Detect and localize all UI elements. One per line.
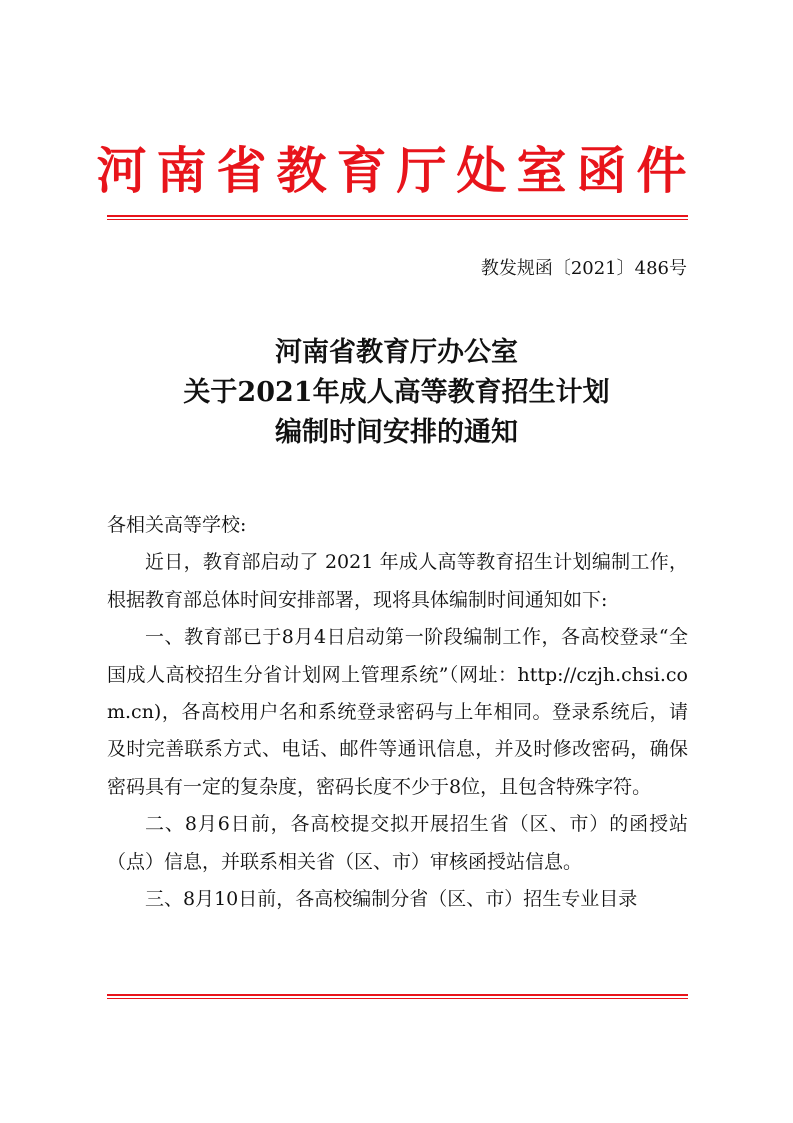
notice-title-line-3: 编制时间安排的通知 — [275, 417, 518, 448]
letterhead-divider-top — [107, 215, 688, 220]
salutation: 各相关高等学校: — [107, 514, 247, 536]
body-paragraph-item-2: 二、8月6日前，各高校提交拟开展招生省（区、市）的函授站（点）信息，并联系相关省（区、市）审核函授站信息。 — [107, 813, 688, 873]
notice-body — [107, 507, 688, 918]
letterhead-title: 河南省教育厅处室函件 — [96, 141, 697, 200]
notice-title — [0, 333, 793, 453]
body-paragraph-intro: 近日，教育部启动了 2021 年成人高等教育招生计划编制工作，根据教育部总体时间安排部署，现将具体编制时间通知如下: — [107, 551, 688, 611]
document-number: 教发规函〔2021〕486号 — [480, 258, 687, 279]
body-paragraph-item-1: 一、教育部已于8月4日启动第一阶段编制工作，各高校登录“全国成人高校招生分省计划网上管理系统”（网址：http://czjh.chsi.com.cn)，各高校用户名和系统登录密码与上年相同。登录系统后，请及时完善联系方式、电话、邮件等通讯信息，并及时修改密码，确保密码具有一定的复杂度，密码长度不少于8位，且包含特殊字符。 — [107, 626, 688, 798]
body-paragraph-item-3: 三、8月10日前，各高校编制分省（区、市）招生专业目录 — [145, 888, 638, 911]
footer-divider — [107, 994, 688, 999]
notice-title-line-2: 关于2021年成人高等教育招生计划 — [183, 377, 610, 408]
notice-title-line-1: 河南省教育厅办公室 — [275, 337, 518, 368]
